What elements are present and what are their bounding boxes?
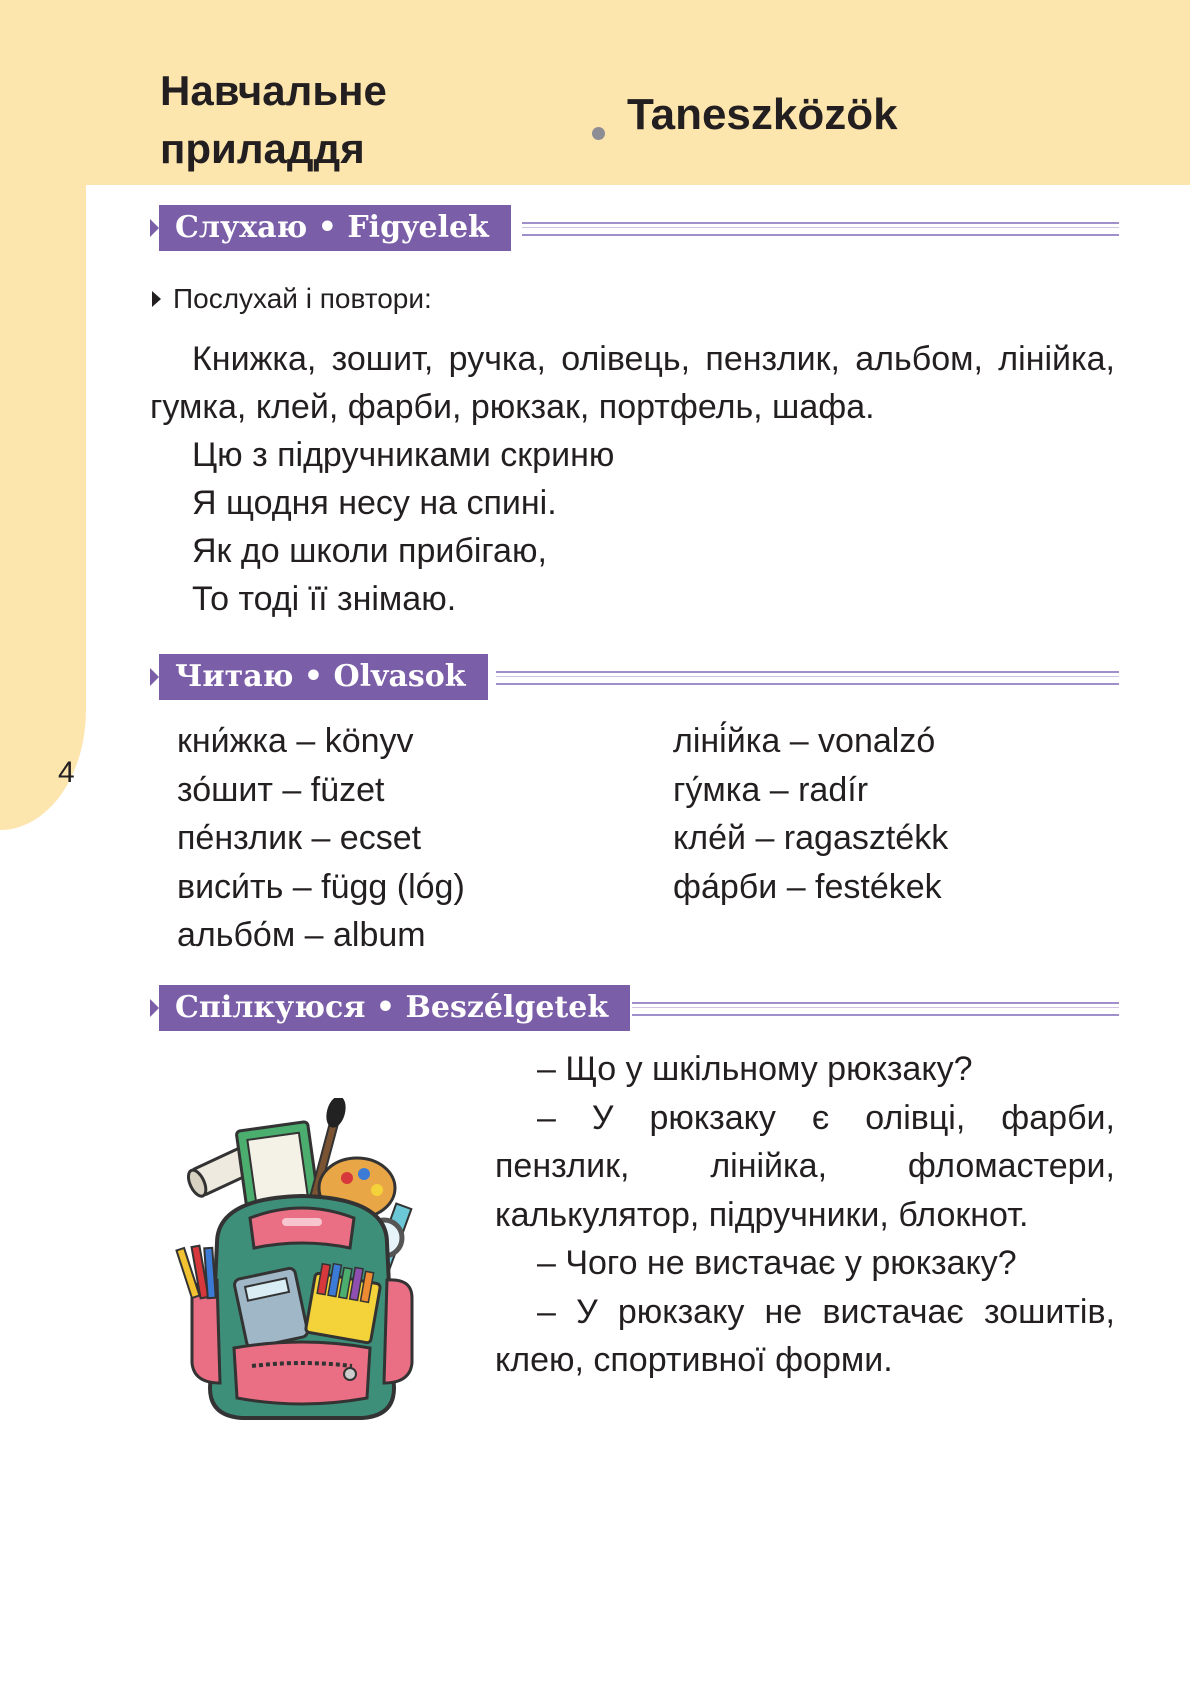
section-chevron-icon [150,219,159,237]
page-title-hungarian: Taneszközök [627,90,898,139]
section-label-listen: Слухаю • Figyelek [159,205,511,251]
title-separator-dot [592,127,605,140]
section-chevron-icon [150,668,159,686]
bullet-arrow-icon [152,291,161,307]
section-rule-read [496,671,1119,685]
section-header-read [150,654,488,700]
section-header-listen [150,205,511,251]
vocabulary-item: кле́й – ragasztékk [673,819,949,857]
vocabulary-item: ліні́йка – vonalzó [673,722,936,760]
vocabulary-item: виси́ть – függ (lóg) [177,867,465,906]
poem-line: Як до школи прибігаю, [192,532,547,570]
vocabulary-paragraph: Книжка, зошит, ручка, олівець, пензлик, альбом, лінійка, гумка, клей, фарби, рюкзак, портфель, шафа. [150,340,1115,426]
page-number: 4 [58,756,75,789]
section-label-talk: Спілкуюся • Beszélgetek [159,985,630,1031]
section-rule-talk [632,1002,1119,1016]
dialog-line: – У рюкзаку не вистачає зошитів, клею, спортивної форми. [495,1292,1115,1379]
poem-line: Я щодня несу на спині. [192,484,557,522]
instruction-listen [152,283,432,315]
poem-line: Цю з підручниками скриню [192,436,615,474]
title-ua-line1: Навчальне [160,67,387,114]
vocabulary-item: фа́рби – festékek [673,867,942,906]
section-chevron-icon [150,999,159,1017]
poem-line: То тоді її знімаю. [192,580,457,618]
section-header-talk [150,985,630,1031]
backpack-illustration [172,1098,432,1428]
page-title-ukrainian [160,62,520,178]
vocabulary-item: зо́шит – füzet [177,770,385,809]
vocabulary-list-left [177,717,465,960]
instruction-text: Послухай і повтори: [173,283,432,314]
dialog-line: – Що у шкільному рюкзаку? [537,1050,973,1088]
vocabulary-item: альбо́м – album [177,916,426,954]
vocabulary-item: пе́нзлик – ecset [177,819,422,857]
vocabulary-item: гу́мка – radír [673,770,869,809]
dialog-line: – У рюкзаку є олівці, фарби, пензлик, лінійка, фломастери, калькулятор, підручники, блокнот. [495,1098,1115,1234]
vocabulary-list-right [673,717,948,911]
section-rule-listen [522,222,1119,236]
section-label-read: Читаю • Olvasok [159,654,488,700]
vocabulary-item: кни́жка – könyv [177,722,414,760]
riddle-poem [192,431,614,623]
dialog-line: – Чого не вистачає у рюкзаку? [537,1244,1017,1282]
title-ua-line2: приладдя [160,125,365,172]
left-margin-band [0,0,86,830]
dialog-text [495,1045,1115,1385]
